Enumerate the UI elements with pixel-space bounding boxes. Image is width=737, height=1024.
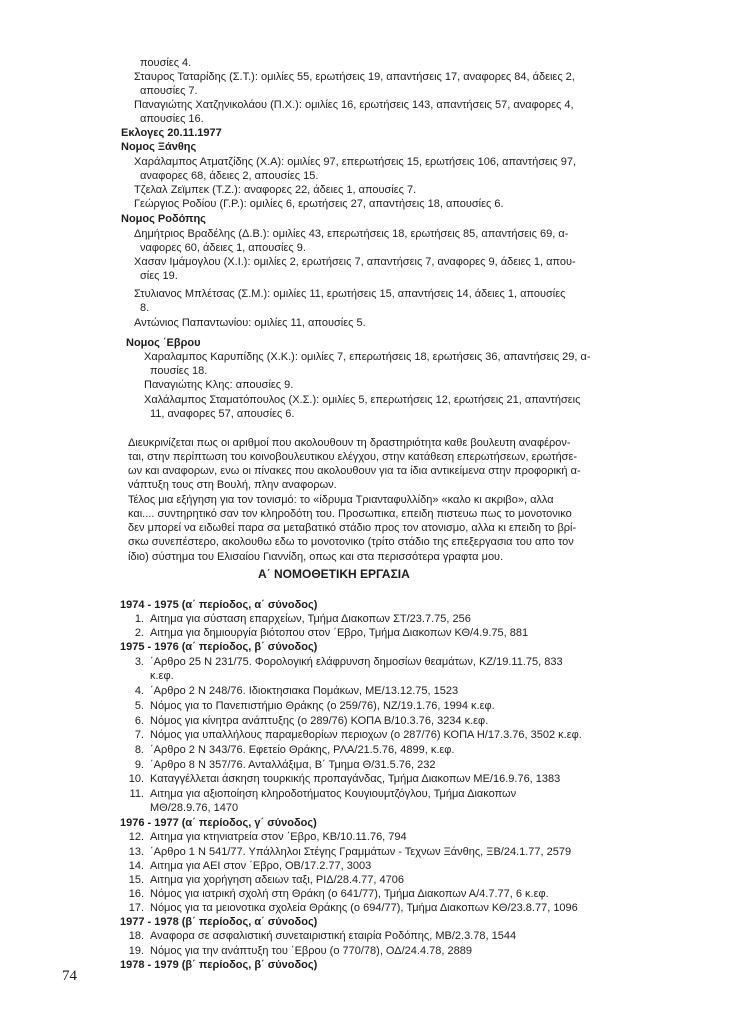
item-number: 15.	[128, 874, 144, 886]
item-text: Αιτημα για ΑΕΙ στον ΄Εβρο, ΟΒ/17.2.77, 3003	[150, 860, 372, 872]
item-text: Αιτημα για κτηνιατρεία στον ΄Εβρο, ΚΒ/10.11.76, 794	[150, 831, 407, 843]
text-line: Χασαν Ιμάμογλου (Χ.Ι.): ομιλίες 2, ερωτήσεις 7, απαντήσεις 7, αναφορες 9, άδειες 1, απου-	[134, 256, 576, 268]
section-title: Α΄ ΝΟΜΟΘΕΤΙΚΗ ΕΡΓΑΣΙΑ	[258, 567, 410, 581]
text-line: πουσίες 4.	[140, 57, 192, 69]
item-number: 18.	[128, 930, 144, 942]
item-number: 7.	[134, 729, 144, 741]
item-number: 1.	[134, 613, 144, 625]
prefecture-heading: Νομος ΄Εβρου	[126, 337, 201, 349]
item-text: Αιτημα για χορήγηση αδειων ταξι, ΡΙΔ/28.4.77, 4706	[150, 874, 404, 886]
item-text: ΄Αρθρο 2 Ν 248/76. Ιδιοκτησιακα Πομάκων, ΜΕ/13.12.75, 1523	[150, 685, 459, 697]
paragraph-line: δεν μπορεί να ειδωθεί παρα σα μεταβατικό στάδιο προς τον ατονισμο, αλλα κι επειδη το βρί-	[128, 522, 577, 534]
text-line: Χαραλαμπος Καρυπίδης (Χ.Κ.): ομιλίες 7, επερωτήσεις 18, ερωτήσεις 36, απαντήσεις 29, α-	[144, 351, 591, 363]
item-number: 4.	[134, 685, 144, 697]
item-number: 19.	[128, 945, 144, 957]
text-line: απουσίες 7.	[140, 85, 198, 97]
paragraph-line: Τέλος μια εξήγηση για τον τονισμό: το «ίδρυμα Τριανταφυλλίδη» «καλο κι ακριβο», αλλα	[128, 494, 554, 506]
text-line: Χαράλαμπος Ατματζίδης (Χ.Α): ομιλίες 97, επερωτήσεις 15, ερωτήσεις 106, απαντήσεις 97,	[134, 156, 577, 168]
item-text: ΜΘ/28.9.76, 1470	[150, 802, 239, 814]
text-line: πουσίες 18.	[150, 365, 208, 377]
prefecture-heading: Νομος Ροδόπης	[121, 213, 206, 225]
item-number: 5.	[134, 700, 144, 712]
item-number: 12.	[128, 831, 144, 843]
item-number: 17.	[128, 902, 144, 914]
item-text: Αναφορα σε ασφαλιστική συνεταιριστική εταιρία Ροδόπης, ΜΒ/2.3.78, 1544	[150, 930, 517, 942]
item-number: 13.	[128, 846, 144, 858]
item-text: κ.εφ.	[150, 670, 174, 682]
item-number: 11.	[129, 788, 144, 800]
item-text: Αιτημα για αξιοποίηση κληροδοτήματος Κουγιουμτζόγλου, Τμήμα Διακοπων	[150, 788, 517, 800]
text-line: Αντώνιος Παπαντωνίου: ομιλίες 11, απουσίες 5.	[134, 317, 366, 329]
paragraph-line: νάπτυξη τους στη Βουλή, πλην αναφορων.	[128, 479, 337, 491]
period-heading: 1975 - 1976 (α΄ περίοδος, β΄ σύνοδος)	[120, 641, 318, 653]
item-text: Νόμος για το Πανεπιστήμιο Θράκης (ο 259/76), ΝΖ/19.1.76, 1994 κ.εφ.	[150, 700, 495, 712]
text-line: Σταυρος Ταταρίδης (Σ.Τ.): ομιλίες 55, ερωτήσεις 19, απαντήσεις 17, αναφορες 84, άδειες 2,	[134, 71, 575, 83]
item-text: ΄Αρθρο 1 Ν 541/77. Υπάλληλοι Στέγης Γραμμάτων - Τεχνων Ξάνθης, ΞΒ/24.1.77, 2579	[150, 846, 572, 858]
text-line: Παναγιώτης Κλης: απουσίες 9.	[144, 379, 294, 391]
item-number: 16.	[128, 888, 144, 900]
paragraph-line: σκω συνεπέστερο, ακολουθω εδω το μονοτονικο (τρίτο στάδιο της επεξεργασια του απο τον	[128, 536, 574, 548]
item-text: Καταγγέλλεται άσκηση τουρκικής προπαγάνδας, Τμήμα Διακοπων ΜΕ/16.9.76, 1383	[150, 773, 561, 785]
text-line: 11, αναφορες 57, απουσίες 6.	[150, 408, 295, 420]
item-text: Αιτημα για σύσταση επαρχείων, Τμήμα Διακοπων ΣΤ/23.7.75, 256	[150, 613, 471, 625]
page-number: 74	[62, 968, 77, 984]
period-heading: 1976 - 1977 (α΄ περίοδος, γ΄ σύνοδος)	[120, 817, 317, 829]
item-text: Νόμος για κίνητρα ανάπτυξης (ο 289/76) ΚΟΠΑ Β/10.3.76, 3234 κ.εφ.	[150, 715, 489, 727]
text-line: Γεώργιος Ροδίου (Γ.Ρ.): ομιλίες 6, ερωτήσεις 27, απαντήσεις 18, απουσίες 6.	[134, 198, 504, 210]
item-number: 9.	[134, 759, 144, 771]
prefecture-heading: Νομος Ξάνθης	[121, 141, 197, 153]
text-line: ναφορες 60, άδειες 1, απουσίες 9.	[140, 242, 306, 254]
text-line: απουσίες 16.	[140, 113, 204, 125]
text-line: 8.	[140, 302, 150, 314]
text-line: Τζελαλ Ζεϊμπεκ (Τ.Ζ.): αναφορες 22, άδειες 1, απουσίες 7.	[134, 184, 417, 196]
item-text: ΄Αρθρο 25 Ν 231/75. Φορολογική ελάφρυνση δημοσίων θεαμάτων, ΚΖ/19.11.75, 833	[150, 656, 563, 668]
text-line: Χαλάλαμπος Σταματόπουλος (Χ.Σ.): ομιλίες 5, επερωτήσεις 12, ερωτήσεις 21, απαντήσεις	[144, 394, 581, 406]
item-number: 8.	[134, 744, 144, 756]
item-number: 10.	[128, 773, 144, 785]
item-text: Νόμος για τα μειονοτικα σχολεία Θράκης (ο 694/77), Τμήμα Διακοπων ΚΘ/23.8.77, 1096	[150, 902, 578, 914]
item-text: ΄Αρθρο 8 Ν 357/76. Ανταλλάξιμα, Β΄ Τμημα Θ/31.5.76, 232	[150, 759, 436, 771]
item-text: ΄Αρθρο 2 Ν 343/76. Εφετείο Θράκης, ΡΛΑ/21.5.76, 4899, κ.εφ.	[150, 744, 455, 756]
paragraph-line: ται, στην περίπτωση του κοινοβουλευτικου ελέγχου, στην κατάθεση επερωτήσεων, ερωτήσε-	[128, 451, 578, 463]
paragraph-line: Διευκρινίζεται πως οι αριθμοί που ακολουθουν τη δραστηριότητα καθε βουλευτη αναφέρον-	[128, 437, 571, 449]
paragraph-line: ίδιο) σύστημα του Ελισαίου Γιαννίδη, οπως και στα περισσότερα γραφτα μου.	[128, 551, 504, 563]
item-text: Νόμος για την ανάπτυξη του ΄Εβρου (ο 770/78), ΟΔ/24.4.78, 2889	[150, 945, 472, 957]
paragraph-line: και.... συντηρητικό σαν τον κληροδότη του. Προσωπικα, επειδη πιστευω πως το μονοτονικο	[128, 508, 572, 520]
paragraph-line: ων και αναφορων, ενω οι πίνακες που ακολουθουν για τα ίδια αντικείμενα στην προφορική α-	[128, 465, 581, 477]
item-text: Αιτημα για δημιουργία βιότοπου στον ΄Εβρο, Τμήμα Διακοπων ΚΘ/4.9.75, 881	[150, 627, 529, 639]
period-heading: 1978 - 1979 (β΄ περίοδος, β΄ σύνοδος)	[120, 959, 318, 971]
item-number: 2.	[134, 627, 144, 639]
elections-heading: Εκλογες 20.11.1977	[121, 127, 222, 139]
text-line: σίες 19.	[140, 270, 178, 282]
text-line: Παναγιώτης Χατζηνικολάου (Π.Χ.): ομιλίες 16, ερωτήσεις 143, απαντήσεις 57, αναφορες 4,	[134, 99, 574, 111]
item-number: 3.	[134, 656, 144, 668]
period-heading: 1974 - 1975 (α΄ περίοδος, α΄ σύνοδος)	[120, 599, 318, 611]
period-heading: 1977 - 1978 (β΄ περίοδος, α΄ σύνοδος)	[120, 916, 318, 928]
text-line: αναφορες 68, άδειες 2, απουσίες 15.	[140, 170, 319, 182]
item-number: 14.	[128, 860, 144, 872]
item-text: Νόμος για ιατρική σχολή στη Θράκη (ο 641/77), Τμήμα Διακοπων Α/4.7.77, 6 κ.εφ.	[150, 888, 549, 900]
item-number: 6.	[134, 715, 144, 727]
text-line: Στυλιανος Μπλέτσας (Σ.Μ.): ομιλίες 11, ερωτήσεις 15, απαντήσεις 14, άδειες 1, απουσίες	[134, 288, 566, 300]
item-text: Νόμος για υπαλλήλους παραμεθορίων περιοχων (ο 287/76) ΚΟΠΑ Η/17.3.76, 3502 κ.εφ.	[150, 729, 582, 741]
text-line: Δημήτριος Βραδέλης (Δ.Β.): ομιλίες 43, επερωτήσεις 18, ερωτήσεις 85, απαντήσεις 69, α-	[134, 228, 569, 240]
